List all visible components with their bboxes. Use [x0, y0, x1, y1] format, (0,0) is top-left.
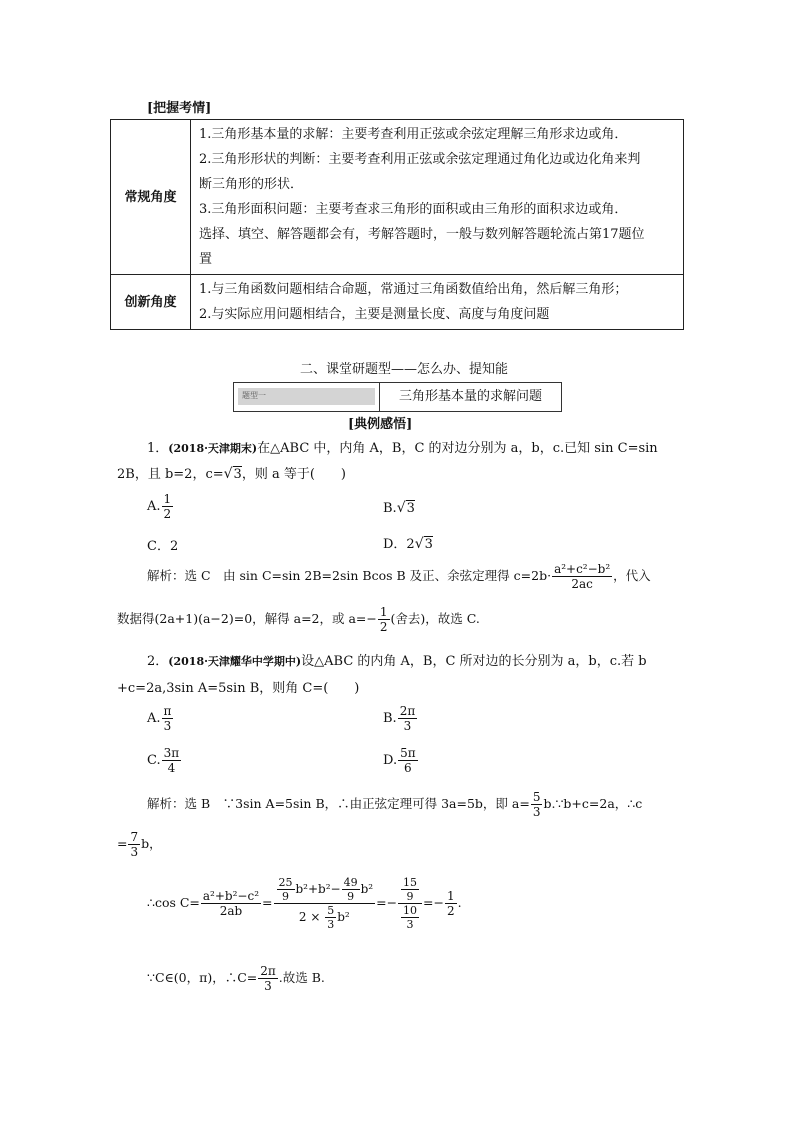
table-line: 选择、填空、解答题都会有，考解答题时，一般与数列解答题轮流占第17题位 [199, 227, 645, 242]
solution-text: .故选 B. [278, 970, 325, 985]
solution-text: b.∵b+c=2a，∴c [543, 796, 643, 811]
q2-text: 设△ABC 的内角 A，B，C 所对边的长分别为 a，b，c.若 b [301, 654, 647, 669]
frac-den: 3 [130, 845, 139, 859]
frac-num [274, 876, 376, 904]
q2-final-line [147, 964, 325, 993]
frac-num: 1 [447, 889, 455, 903]
fraction [342, 876, 360, 903]
frac-den: 2ab [219, 904, 243, 918]
topic-banner [233, 382, 562, 412]
frac-num: 2π [260, 964, 276, 978]
row-content-regular [191, 120, 684, 275]
frac-num: a²+c²−b² [554, 562, 611, 576]
q1-option-b [383, 500, 415, 516]
table-row [111, 120, 684, 275]
frac-num [398, 876, 422, 904]
sqrt-icon: √ [414, 536, 424, 552]
fraction [445, 889, 457, 918]
q2-number: 2． [147, 654, 169, 669]
frac-den: 2 [163, 507, 172, 521]
q2-line2: +c=2a,3sin A=5sin B，则角 C=( ) [117, 681, 360, 696]
frac-den: 2 [447, 904, 455, 918]
frac-den: 3 [163, 719, 172, 733]
q2-source: (2018·天津耀华中学期中) [168, 655, 302, 668]
option-sqrt: 3 [424, 537, 433, 552]
table-line: 断三角形的形状． [199, 177, 304, 192]
table-line: 置 [199, 252, 213, 267]
frac-num: π [163, 704, 172, 718]
fraction [258, 964, 278, 993]
frac-num: 1 [379, 605, 388, 619]
frac-den: 3 [327, 918, 335, 931]
frac-den [398, 904, 422, 931]
fraction [552, 562, 612, 591]
solution-text: (舍去)，故选 C. [390, 611, 480, 626]
topic-tag-label: 题型一 [242, 391, 266, 400]
frac-num: 5 [327, 904, 335, 917]
compound-fraction [274, 876, 376, 931]
frac-num: 7 [130, 830, 139, 844]
solution-text: 数据得(2a+1)(a−2)=0，解得 a=2，或 a=− [117, 611, 377, 626]
q2-option-c [147, 746, 182, 775]
sqrt-icon: √ [223, 466, 233, 482]
option-label: A. [147, 711, 161, 726]
frac-num: 15 [403, 876, 418, 889]
frac-num: 5 [532, 790, 541, 804]
frac-num: 49 [343, 876, 358, 889]
table-line: 2.与实际应用问题相结合，主要是测量长度、高度与角度问题 [199, 307, 550, 322]
equals-negative: =− [376, 895, 398, 910]
option-sqrt: 3 [406, 501, 415, 516]
frac-den [297, 904, 352, 931]
frac-num: 1 [163, 492, 172, 506]
compound-fraction [398, 876, 422, 931]
q2-option-d [383, 746, 419, 775]
frac-den: 2 [379, 620, 388, 634]
subheader: [典例感悟] [348, 417, 413, 432]
frac-num: 25 [278, 876, 293, 889]
table-line: 1.三角形基本量的求解：主要考查利用正弦或余弦定理解三角形求边或角． [199, 127, 628, 142]
fraction [162, 746, 182, 775]
q1-option-a [147, 492, 174, 521]
option-label: B. [383, 501, 397, 516]
q2-cos-equation [147, 876, 462, 931]
q1-option-d [383, 533, 433, 552]
option-label: D. [383, 753, 398, 768]
frac-den: 6 [404, 761, 412, 775]
row-content-innovative [191, 275, 684, 330]
q1-source: (2018·天津期末) [168, 442, 258, 455]
fraction [401, 876, 419, 903]
q1-text2: 2B，且 b=2，c= [117, 467, 224, 482]
equals: = [262, 895, 273, 910]
table-line: 1.与三角函数问题相结合命题，常通过三角函数值给出角，然后解三角形； [199, 282, 628, 297]
exam-analysis-table [110, 119, 684, 330]
table-row [111, 275, 684, 330]
fraction [162, 492, 174, 521]
option-label: C. [147, 753, 161, 768]
table-line: 3.三角形面积问题：主要考查求三角形的面积或由三角形的面积求边或角． [199, 202, 628, 217]
q1-option-c: C．2 [147, 539, 179, 554]
q1-solution-line1 [147, 562, 651, 591]
frac-den: 4 [167, 761, 176, 775]
option-label: A. [147, 499, 161, 514]
solution-text: = [117, 836, 128, 851]
equals-negative: =− [423, 895, 444, 910]
frac-text: b² [337, 910, 350, 924]
solution-text: b， [141, 836, 162, 851]
solution-text: 解析：选 B ∵3sin A=5sin B，∴由正弦定理可得 3a=5b，即 a= [147, 796, 530, 811]
frac-num: 5π [400, 746, 416, 760]
option-label: D．2 [383, 537, 415, 552]
fraction [398, 704, 418, 733]
frac-text: b² [360, 882, 374, 896]
q2-solution-line1 [147, 790, 642, 819]
fraction [277, 876, 295, 903]
fraction [128, 830, 140, 859]
frac-den: 9 [282, 890, 289, 903]
solution-text: ，代入 [613, 568, 651, 583]
q1-text3: ，则 a 等于( ) [241, 467, 346, 482]
q2-solution-line2 [117, 830, 162, 859]
topic-tag [238, 388, 375, 405]
frac-text: 2 × [298, 910, 325, 924]
q1-solution-line2 [117, 605, 480, 634]
frac-num: 2π [399, 704, 416, 718]
option-label: B. [383, 711, 397, 726]
solution-text: 解析：选 C 由 sin C=sin 2B=2sin Bcos B 及正、余弦定理得 c=2b· [147, 568, 552, 583]
row-heading-regular: 常规角度 [111, 120, 191, 275]
period: . [457, 895, 462, 910]
frac-num: a²+b²−c² [202, 889, 260, 903]
fraction [401, 904, 419, 931]
q2-option-b [383, 704, 418, 733]
q1-text: 在△ABC 中，内角 A，B，C 的对边分别为 a，b，c.已知 sin C=sin [257, 441, 658, 456]
frac-den: 3 [532, 805, 541, 819]
solution-text: ∵C∈(0，π)，∴C= [147, 970, 258, 985]
q1-line2 [117, 463, 346, 482]
sqrt-icon: √ [396, 500, 406, 516]
section-label: [把握考情] [147, 101, 212, 116]
q1-number: 1． [147, 441, 169, 456]
fraction [201, 889, 261, 918]
fraction [162, 704, 174, 733]
q2-line1 [147, 650, 647, 669]
frac-den: 9 [406, 890, 414, 903]
fraction [325, 904, 336, 931]
fraction [398, 746, 418, 775]
frac-text: b²+b²− [295, 882, 341, 896]
solution-text: ∴cos C= [147, 895, 200, 910]
frac-num: 10 [403, 904, 418, 917]
frac-den: 3 [406, 918, 414, 931]
frac-den: 2ac [571, 577, 593, 591]
q2-option-a [147, 704, 174, 733]
banner-title: 三角形基本量的求解问题 [398, 389, 542, 404]
fraction [531, 790, 543, 819]
frac-den: 9 [347, 890, 355, 903]
section-title: 二、课堂研题型——怎么办、提知能 [300, 362, 509, 377]
frac-den: 3 [264, 979, 272, 993]
row-heading-innovative: 创新角度 [111, 275, 191, 330]
frac-den: 3 [403, 719, 412, 733]
frac-num: 3π [163, 746, 180, 760]
fraction [378, 605, 390, 634]
table-line: 2.三角形形状的判断：主要考查利用正弦或余弦定理通过角化边或边化角来判 [199, 152, 641, 167]
q1-sqrt: 3 [233, 467, 242, 482]
q1-line1 [147, 437, 658, 456]
